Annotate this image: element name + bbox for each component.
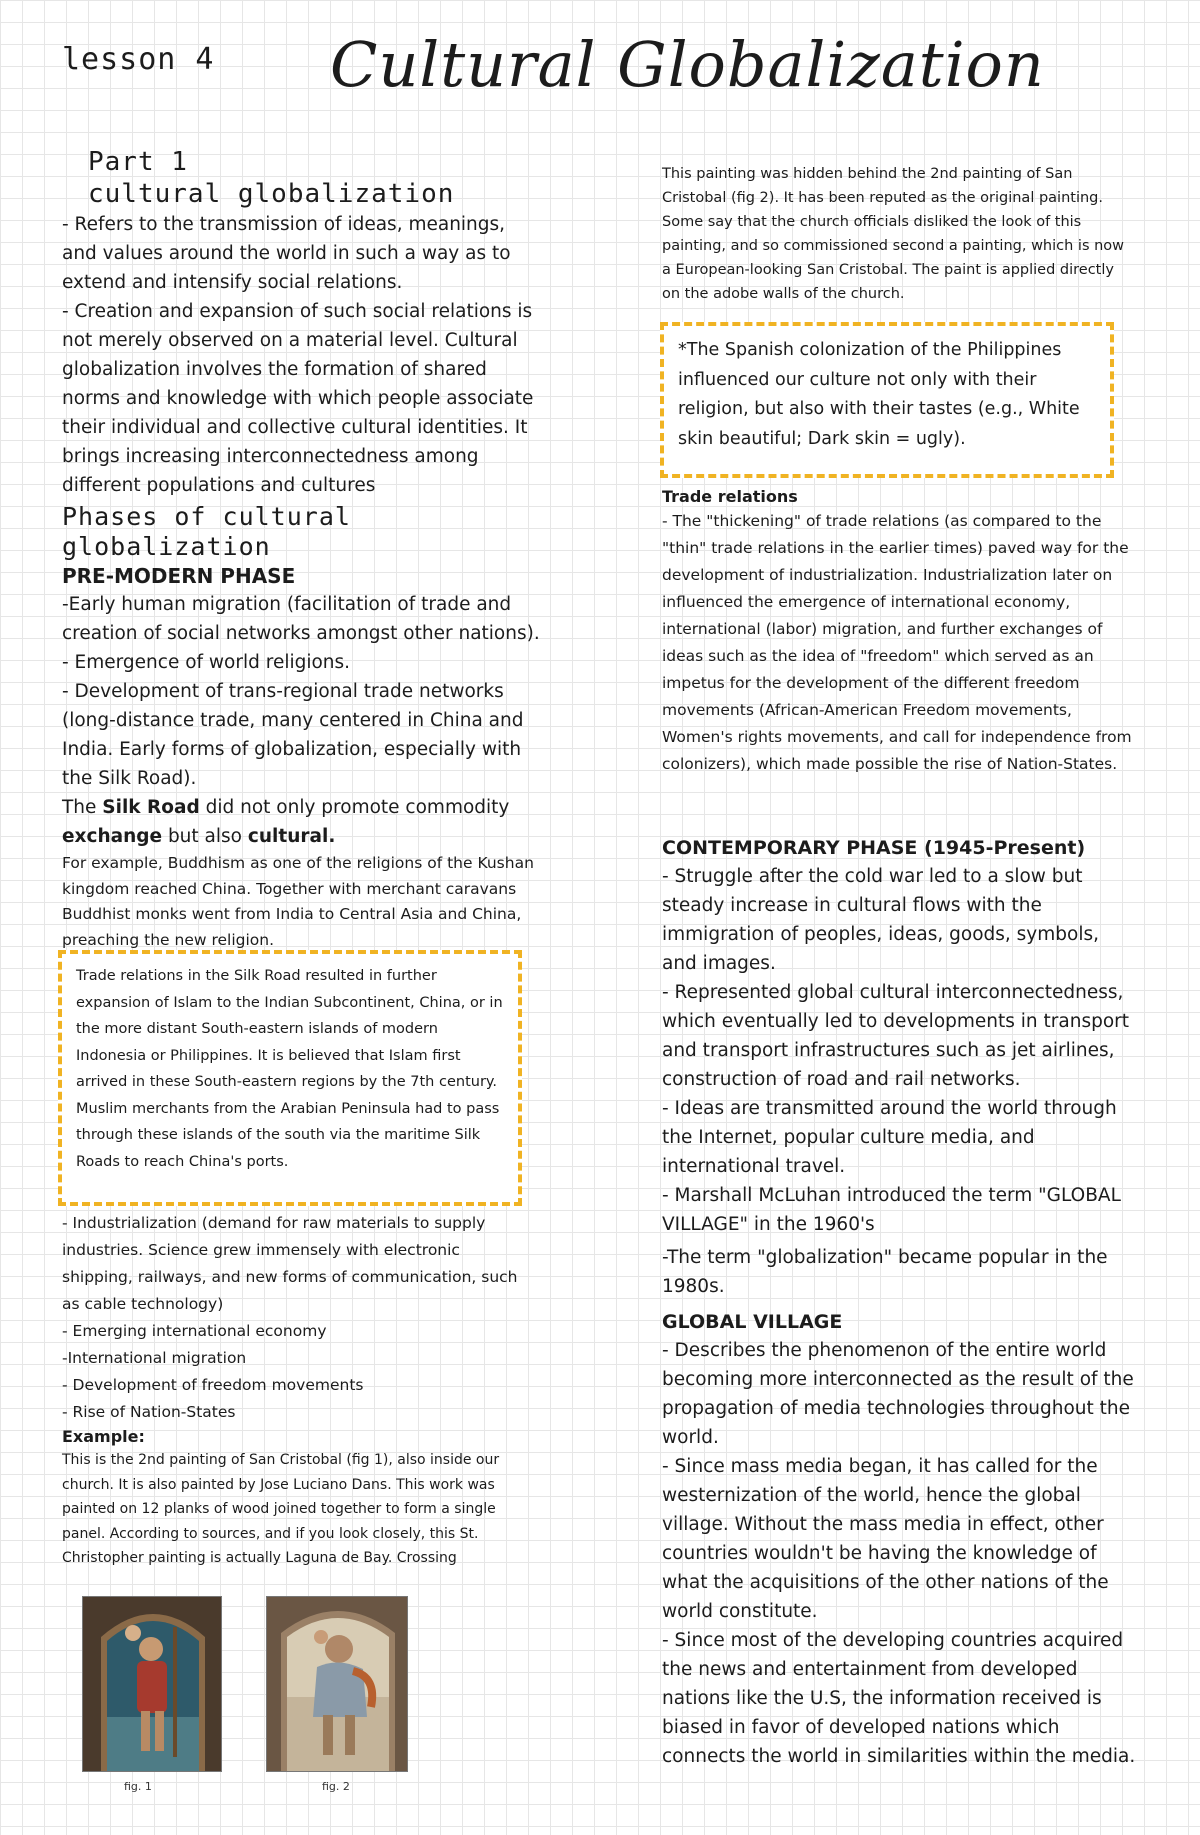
- right-column-trade: [662, 486, 1132, 778]
- islam-callout-box: [58, 950, 522, 1206]
- trade-relations-heading: Trade relations: [662, 487, 798, 506]
- spanish-colonization-box: [660, 322, 1114, 478]
- definition-paragraph: - Refers to the transmission of ideas, meanings, and values around the world in such a way as to extend and intensify social relations.: [62, 214, 511, 293]
- contemporary-item: -The term "globalization" became popular in the 1980s.: [662, 1247, 1108, 1297]
- contemporary-heading: CONTEMPORARY PHASE (1945-Present): [662, 837, 1086, 859]
- part-label: Part 1: [88, 147, 188, 177]
- right-column-top: [662, 162, 1132, 306]
- islam-callout-text: Trade relations in the Silk Road resulted in further expansion of Islam to the Indian Subcontinent, China, or in the more distant South-eastern islands of modern Indonesia or Philippines. It is believed that Islam first arrived in these South-eastern regions by the 7th century. Muslim merchants from the Arabian Peninsula had to pass through these islands of the south via the maritime Silk Roads to reach China's ports.: [76, 968, 503, 1170]
- trade-relations-paragraph: - The "thickening" of trade relations (as compared to the "thin" trade relations in the earlier times) paved way for the development of industrialization. Industrialization later on influenced the emergence of international economy, international (labor) migration, and further exchanges of ideas such as the idea of "freedom" which served as an impetus for the development of the different freedom movements (African-American Freedom movements, Women's rights movements, and call for independence from colonizers), which made possible the rise of Nation-States.: [662, 512, 1132, 773]
- figure-2-painting: [266, 1596, 408, 1772]
- contemporary-item: - Ideas are transmitted around the world through the Internet, popular culture media, and international travel.: [662, 1098, 1117, 1177]
- modern-item: - Development of freedom movements: [62, 1376, 364, 1394]
- contemporary-item: - Represented global cultural interconnectedness, which eventually led to developments in transport and transport infrastructures such as jet airlines, construction of road and rail networks.: [662, 982, 1130, 1090]
- example-paragraph: This is the 2nd painting of San Cristobal (fig 1), also inside our church. It is also painted by Jose Luciano Dans. This work was painted on 12 planks of wood joined together to form a single panel. According to sources, and if you look closely, this St. Christopher painting is actually Laguna de Bay. Crossing: [62, 1452, 500, 1566]
- exchange-bold: exchange: [62, 826, 163, 847]
- spanish-colonization-text: *The Spanish colonization of the Philippines influenced our culture not only with their religion, but also with their tastes (e.g., White skin beautiful; Dark skin = ugly).: [678, 340, 1080, 449]
- global-village-item: - Describes the phenomenon of the entire world becoming more interconnected as the result of the propagation of media technologies throughout the world.: [662, 1340, 1134, 1448]
- creation-paragraph: - Creation and expansion of such social relations is not merely observed on a material level. Cultural globalization involves the formation of shared norms and knowledge with which people associate their individual and collective cultural identities. It brings increasing interconnectedness among different populations and cultures: [62, 301, 534, 496]
- global-village-item: - Since mass media began, it has called for the westernization of the world, hence the global village. Without the mass media in effect, other countries wouldn't be having the knowledge of what the acquisitions of the other nations of the world constitute.: [662, 1456, 1109, 1622]
- modern-item: - Industrialization (demand for raw materials to supply industries. Science grew immensely with electronic shipping, railways, and new forms of communication, such as cable technology): [62, 1214, 518, 1313]
- global-village-heading: GLOBAL VILLAGE: [662, 1311, 843, 1333]
- premodern-heading: PRE-MODERN PHASE: [62, 564, 296, 588]
- example-label: Example:: [62, 1427, 145, 1446]
- phases-heading: Phases of cultural globalization: [62, 502, 351, 561]
- figure-2-caption: fig. 2: [322, 1780, 350, 1793]
- section-heading-cultural-globalization: cultural globalization: [88, 179, 455, 209]
- right-column-global-village: [662, 1308, 1137, 1771]
- silk-road-bold: Silk Road: [102, 797, 200, 818]
- modern-item: - Rise of Nation-States: [62, 1403, 236, 1421]
- silk-text: but also: [162, 826, 248, 847]
- contemporary-item: - Marshall McLuhan introduced the term "GLOBAL VILLAGE" in the 1960's: [662, 1185, 1121, 1235]
- contemporary-item: - Struggle after the cold war led to a slow but steady increase in cultural flows with the immigration of peoples, ideas, goods, symbols, and images.: [662, 866, 1099, 974]
- buddhism-paragraph: For example, Buddhism as one of the religions of the Kushan kingdom reached China. Together with merchant caravans Buddhist monks went from India to Central Asia and China, preaching the new religion.: [62, 854, 534, 949]
- silk-road-sentence: [62, 793, 540, 851]
- figure-2-image: [267, 1597, 408, 1772]
- silk-text: The: [62, 797, 103, 818]
- global-village-item: - Since most of the developing countries acquired the news and entertainment from developed nations like the U.S, the information received is biased in favor of developed nations which connects the world in similarities within the media.: [662, 1630, 1136, 1767]
- premodern-item: -Early human migration (facilitation of trade and creation of social networks amongst other nations).: [62, 594, 540, 644]
- silk-text: did not only promote commodity: [199, 797, 510, 818]
- premodern-item: - Emergence of world religions.: [62, 652, 351, 673]
- modern-item: - Emerging international economy: [62, 1322, 327, 1340]
- lesson-label: lesson 4: [62, 42, 215, 77]
- cultural-bold: cultural.: [247, 826, 336, 847]
- right-column-contemporary: [662, 834, 1137, 1301]
- page-title: Cultural Globalization: [330, 28, 1045, 101]
- left-column-lower: [62, 1210, 532, 1571]
- left-column: [62, 146, 540, 953]
- premodern-item: - Development of trans-regional trade networks (long-distance trade, many centered in China and India. Early forms of globalization, especially with the Silk Road).: [62, 681, 524, 789]
- hidden-painting-paragraph: This painting was hidden behind the 2nd painting of San Cristobal (fig 2). It has been reputed as the original painting. Some say that the church officials disliked the look of this painting, and so commissioned second a painting, which is now a European-looking San Cristobal. The paint is applied directly on the adobe walls of the church.: [662, 166, 1125, 302]
- figure-1-image: [83, 1597, 222, 1772]
- figure-1-painting: [82, 1596, 222, 1772]
- modern-item: -International migration: [62, 1349, 247, 1367]
- figure-1-caption: fig. 1: [124, 1780, 152, 1793]
